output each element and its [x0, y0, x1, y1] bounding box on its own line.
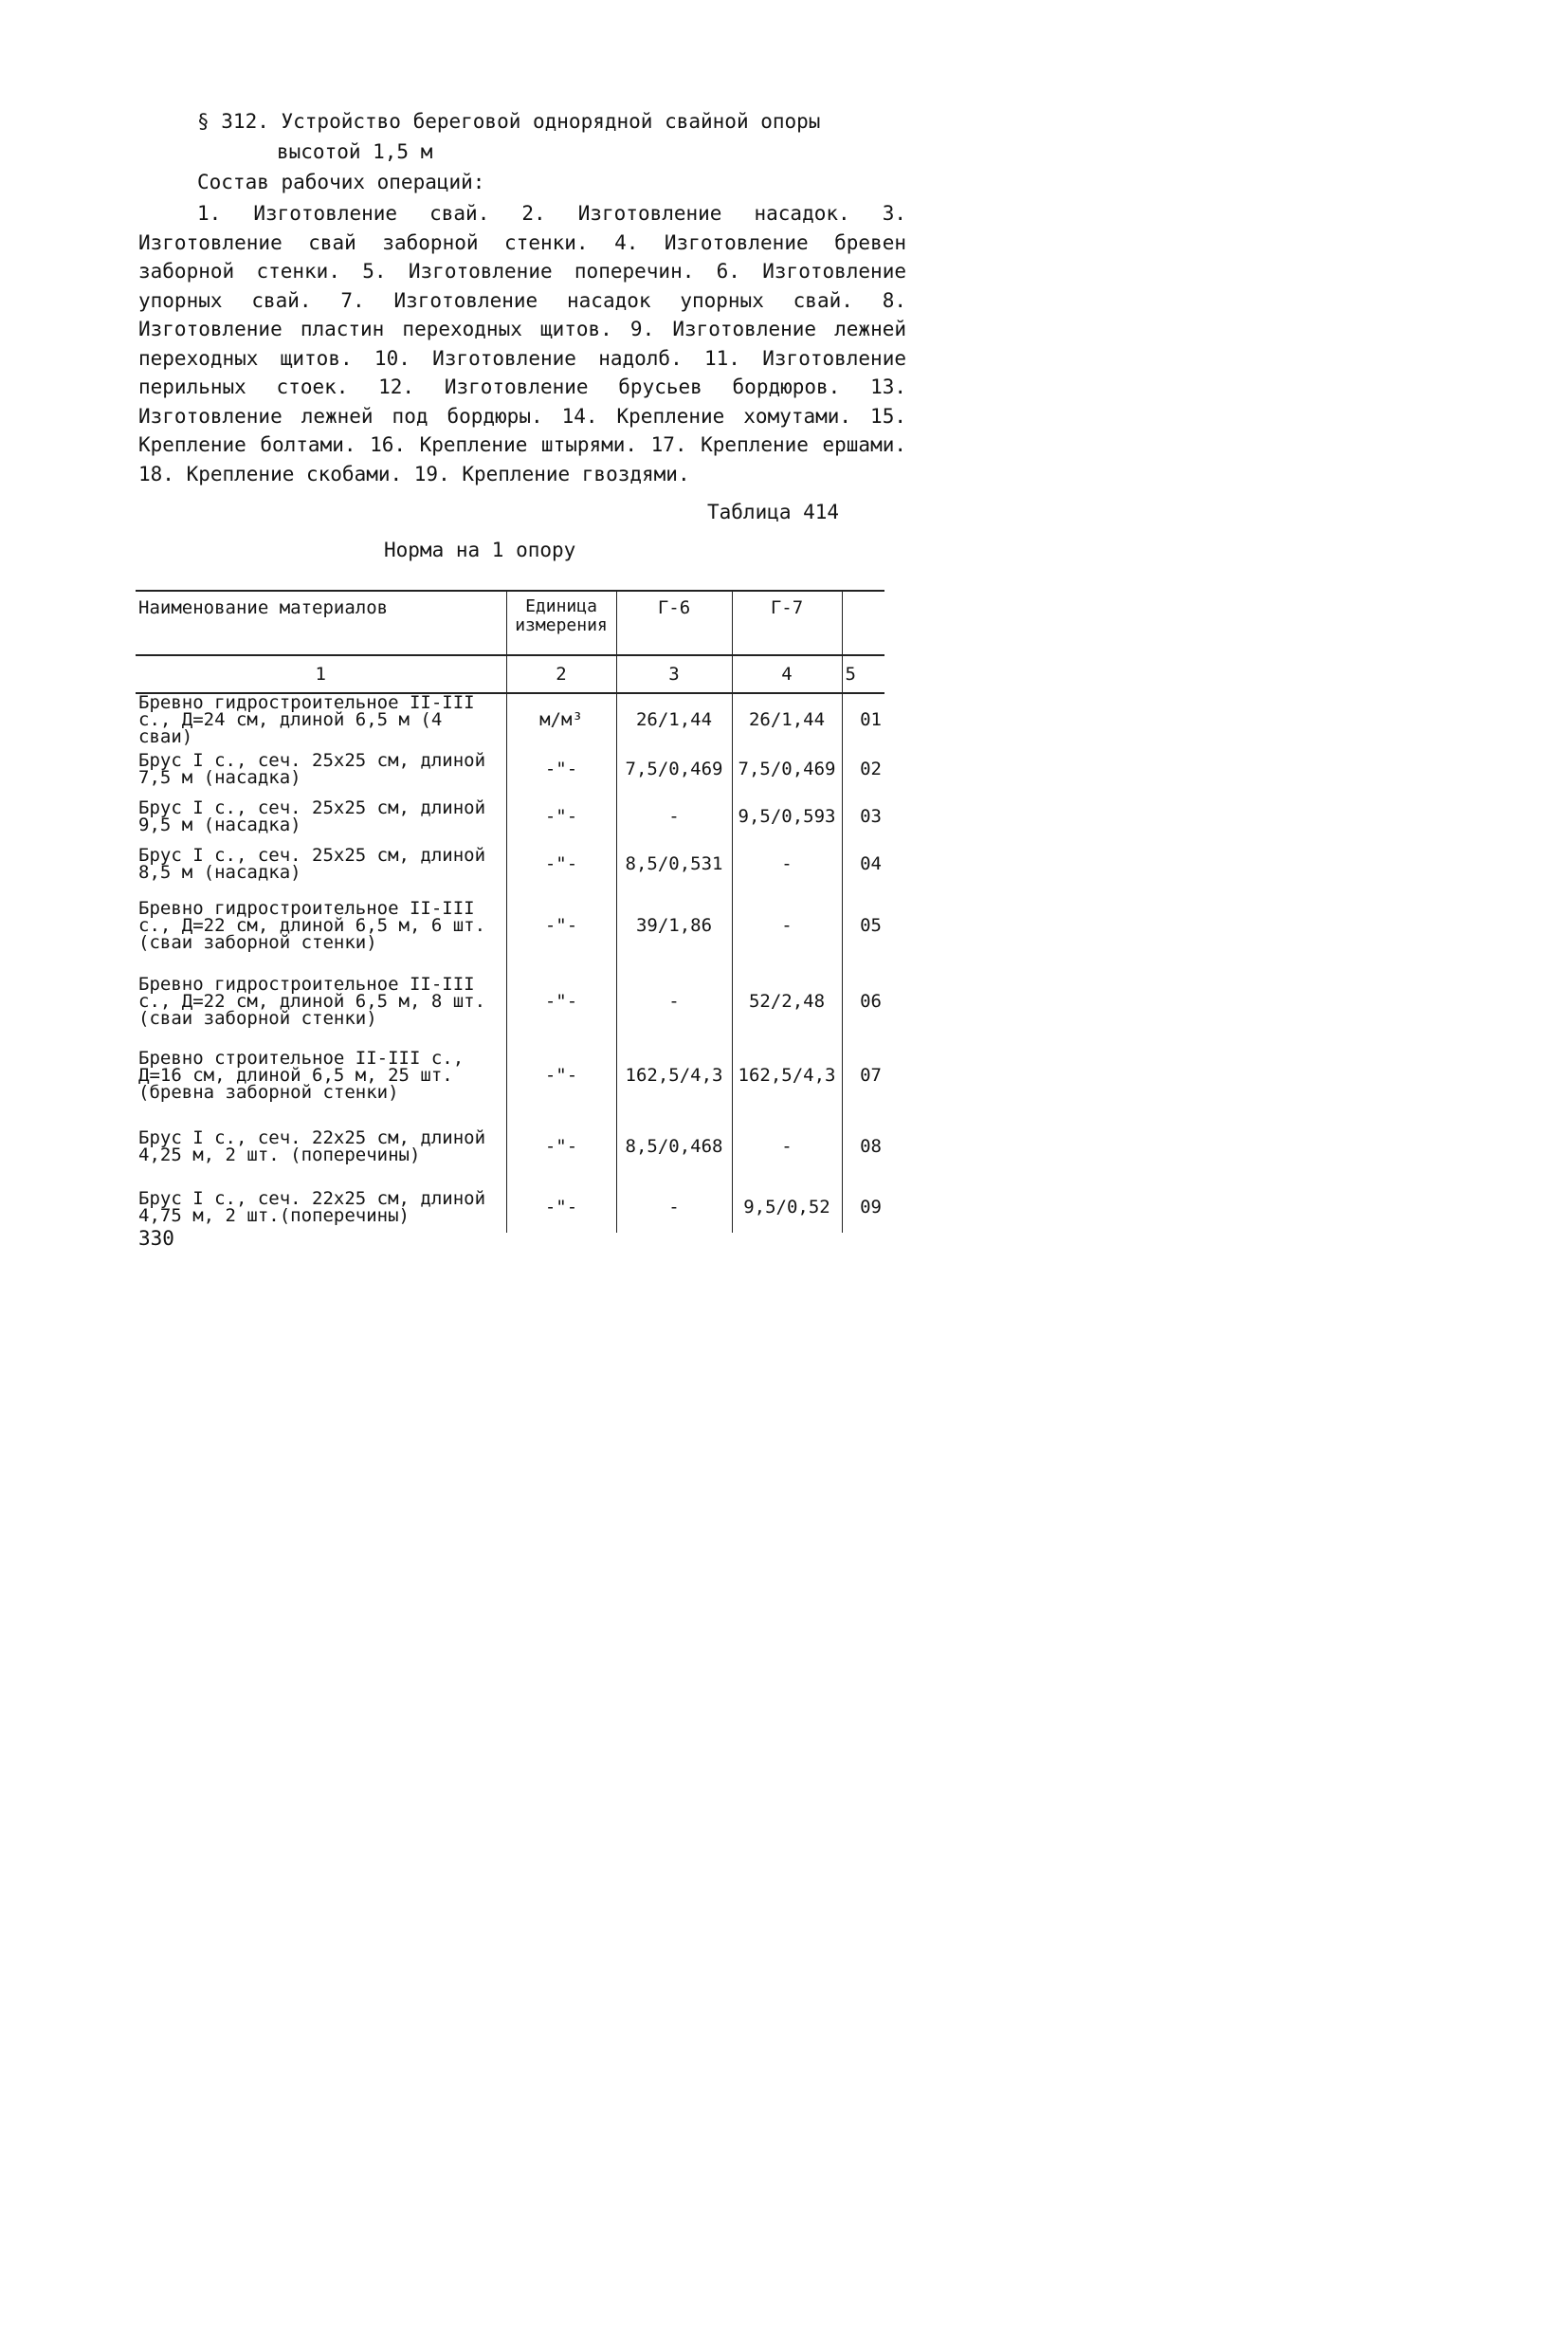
norm-caption: Норма на 1 опору — [384, 539, 576, 561]
operations-text: 1. Изготовление свай. 2. Изготовление насадок. 3. Изготовление свай заборной стенки. 4. Изготовление бревен заборной стенки. 5. Изготовление поперечин. 6. Изготовление упорных свай. 7. Изготовление насадок упорных свай. 8. Изготовление пластин переходных щитов. 9. Изготовление лежней переходных щитов. 10. Изготовление надолб. 11. Изготовление перильных стоек. 12. Изготовление брусьев бордюров. 13. Изготовление лежней под бордюры. 14. Крепление хомутами. 15. Крепление болтами. 16. Крепление штырями. 17. Крепление ершами. 18. Крепление скобами. 19. Крепление гвоздями. — [138, 202, 906, 485]
table-row — [136, 1181, 884, 1233]
value-g6: - — [616, 963, 732, 1039]
material-name: Брус I с., сеч. 25х25 см, длиной 8,5 м (насадка) — [136, 840, 506, 888]
value-g7: 9,5/0,593 — [732, 793, 842, 840]
document-page — [0, 0, 1001, 1502]
value-g7: 7,5/0,469 — [732, 745, 842, 793]
value-g6: 8,5/0,531 — [616, 840, 732, 888]
column-number: 4 — [732, 655, 842, 693]
table-row — [136, 963, 884, 1039]
section-title-line1: § 312. Устройство береговой однорядной свайной опоры — [197, 110, 821, 133]
material-name: Брус I с., сеч. 22х25 см, длиной 4,25 м, 2 шт. (поперечины) — [136, 1111, 506, 1181]
material-name: Бревно гидростроительное II-III с., Д=24 см, длиной 6,5 м (4 сваи) — [136, 693, 506, 745]
material-name: Брус I с., сеч. 25х25 см, длиной 7,5 м (насадка) — [136, 745, 506, 793]
table-row — [136, 888, 884, 963]
value-g6: - — [616, 1181, 732, 1233]
value-g6: 26/1,44 — [616, 693, 732, 745]
page-number: 330 — [138, 1227, 174, 1250]
material-name: Бревно строительное II-III с., Д=16 см, длиной 6,5 м, 25 шт. (бревна заборной стенки) — [136, 1039, 506, 1111]
value-g6: 7,5/0,469 — [616, 745, 732, 793]
row-code: 01 — [842, 693, 884, 745]
row-code: 04 — [842, 840, 884, 888]
table-row — [136, 840, 884, 888]
row-code: 07 — [842, 1039, 884, 1111]
material-name: Брус I с., сеч. 22х25 см, длиной 4,75 м, 2 шт.(поперечины) — [136, 1181, 506, 1233]
material-unit: -"- — [506, 793, 616, 840]
value-g6: 162,5/4,3 — [616, 1039, 732, 1111]
header-g6: Г-6 — [616, 591, 732, 655]
material-name: Бревно гидростроительное II-III с., Д=22 см, длиной 6,5 м, 8 шт. (сваи заборной стенки) — [136, 963, 506, 1039]
table-header-row — [136, 591, 884, 655]
table-row — [136, 693, 884, 745]
material-unit: -"- — [506, 1111, 616, 1181]
header-g7: Г-7 — [732, 591, 842, 655]
table-row — [136, 1039, 884, 1111]
table-number: Таблица 414 — [707, 501, 840, 523]
table-row — [136, 745, 884, 793]
material-name: Брус I с., сеч. 25х25 см, длиной 9,5 м (насадка) — [136, 793, 506, 840]
material-unit: м/м³ — [506, 693, 616, 745]
value-g7: 52/2,48 — [732, 963, 842, 1039]
value-g6: - — [616, 793, 732, 840]
table-row — [136, 793, 884, 840]
material-unit: -"- — [506, 963, 616, 1039]
material-unit: -"- — [506, 745, 616, 793]
section-title — [197, 106, 820, 167]
header-code — [842, 591, 884, 655]
value-g7: - — [732, 1111, 842, 1181]
section-title-line2: высотой 1,5 м — [277, 140, 433, 163]
table-row — [136, 1111, 884, 1181]
column-number: 5 — [842, 655, 884, 693]
row-code: 02 — [842, 745, 884, 793]
value-g7: - — [732, 840, 842, 888]
value-g7: 9,5/0,52 — [732, 1181, 842, 1233]
column-number: 3 — [616, 655, 732, 693]
column-number-row — [136, 655, 884, 693]
header-name: Наименование материалов — [136, 591, 506, 655]
header-unit: Единица измерения — [506, 591, 616, 655]
value-g7: - — [732, 888, 842, 963]
value-g6: 8,5/0,468 — [616, 1111, 732, 1181]
row-code: 08 — [842, 1111, 884, 1181]
material-unit: -"- — [506, 1181, 616, 1233]
row-code: 03 — [842, 793, 884, 840]
material-unit: -"- — [506, 1039, 616, 1111]
row-code: 05 — [842, 888, 884, 963]
column-number: 1 — [136, 655, 506, 693]
value-g6: 39/1,86 — [616, 888, 732, 963]
row-code: 09 — [842, 1181, 884, 1233]
row-code: 06 — [842, 963, 884, 1039]
value-g7: 26/1,44 — [732, 693, 842, 745]
materials-table — [136, 590, 884, 1233]
material-name: Бревно гидростроительное II-III с., Д=22 см, длиной 6,5 м, 6 шт. (сваи заборной стенки) — [136, 888, 506, 963]
operations-heading: Состав рабочих операций: — [197, 171, 485, 193]
column-number: 2 — [506, 655, 616, 693]
material-unit: -"- — [506, 888, 616, 963]
material-unit: -"- — [506, 840, 616, 888]
value-g7: 162,5/4,3 — [732, 1039, 842, 1111]
